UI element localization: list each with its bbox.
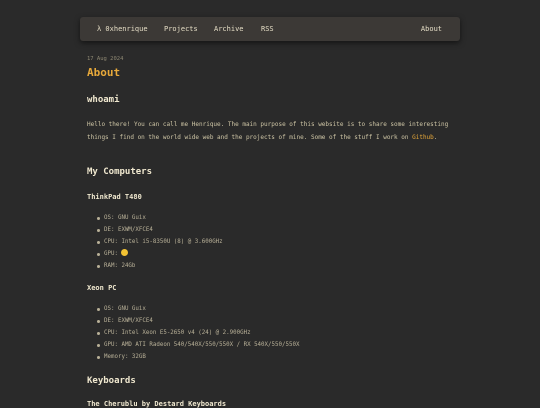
spec-text: DE: EXWM/XFCE4 bbox=[104, 318, 153, 324]
list-item bbox=[87, 260, 223, 272]
computers-heading: My Computers bbox=[87, 167, 153, 177]
spec-text: GPU: AMD ATI Radeon 540/540X/550/550X / RX 540X/550/550X bbox=[104, 342, 300, 348]
spec-text: Memory: 32GB bbox=[104, 354, 146, 360]
nav-archive-link[interactable]: Archive bbox=[214, 25, 244, 33]
list-item bbox=[87, 212, 223, 224]
list-item bbox=[87, 248, 223, 260]
github-link[interactable]: Github bbox=[412, 134, 434, 141]
list-item bbox=[87, 339, 299, 351]
spec-text: DE: EXWM/XFCE4 bbox=[104, 227, 153, 233]
whoami-heading: whoami bbox=[87, 95, 120, 105]
smiley-emoji-icon bbox=[121, 249, 128, 256]
keyboards-heading: Keyboards bbox=[87, 376, 136, 386]
xeon-spec-list bbox=[87, 303, 299, 363]
list-item bbox=[87, 327, 299, 339]
list-item bbox=[87, 303, 299, 315]
page-title: About bbox=[87, 66, 121, 79]
list-item bbox=[87, 224, 223, 236]
computer-name-thinkpad: ThinkPad T480 bbox=[87, 193, 142, 201]
spec-text: CPU: Intel i5-8350U (8) @ 3.600GHz bbox=[104, 239, 223, 245]
nav-rss-link[interactable]: RSS bbox=[261, 25, 274, 33]
nav-projects-link[interactable]: Projects bbox=[164, 25, 198, 33]
computer-name-xeon: Xeon PC bbox=[87, 284, 117, 292]
list-item bbox=[87, 315, 299, 327]
list-item bbox=[87, 236, 223, 248]
list-item bbox=[87, 351, 299, 363]
intro-end: . bbox=[433, 134, 438, 141]
intro-text: Hello there! You can call me Henrique. The main purpose of this website is to share some interesting things I find on the world wide web and the projects of mine. Some of the stuff I work on bbox=[87, 121, 449, 141]
top-navbar bbox=[80, 17, 460, 41]
spec-text: CPU: Intel Xeon E5-2650 v4 (24) @ 2.900GHz bbox=[104, 330, 251, 336]
keyboard-name: The Cherublu by Destard Keyboards bbox=[87, 400, 227, 408]
spec-text: GPU: bbox=[104, 251, 122, 257]
post-date: 17 Aug 2024 bbox=[87, 56, 124, 62]
spec-text: RAM: 24Gb bbox=[104, 263, 136, 269]
thinkpad-spec-list bbox=[87, 212, 223, 272]
spec-text: OS: GNU Guix bbox=[104, 306, 146, 312]
nav-home-link[interactable]: λ 0xhenrique bbox=[97, 25, 148, 33]
intro-paragraph bbox=[87, 118, 457, 144]
nav-about-link[interactable]: About bbox=[420, 25, 442, 33]
spec-text: OS: GNU Guix bbox=[104, 215, 146, 221]
